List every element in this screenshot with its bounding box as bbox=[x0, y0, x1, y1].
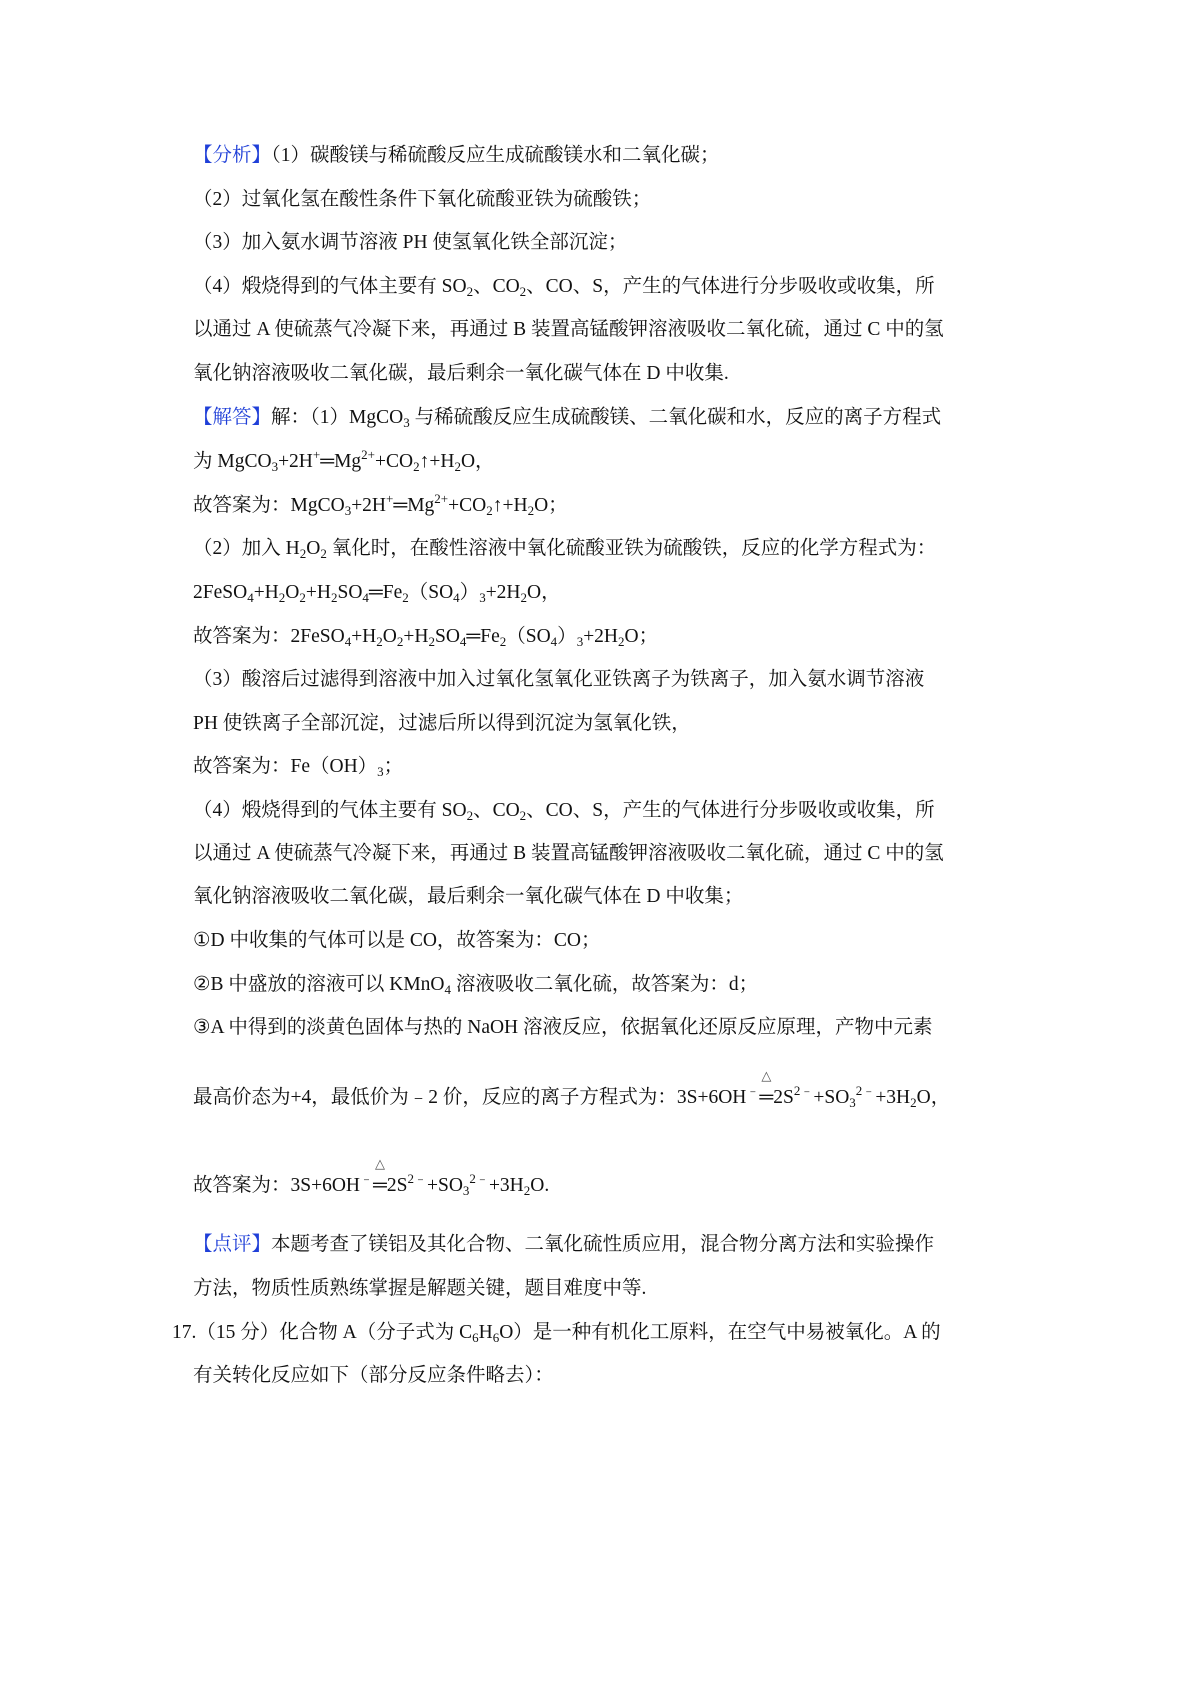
subscript: 6 bbox=[472, 1330, 479, 1345]
subscript: 2 bbox=[320, 546, 327, 561]
text-span: +3H bbox=[488, 1175, 524, 1196]
text-line bbox=[193, 839, 944, 869]
subscript: 3 bbox=[377, 764, 384, 779]
text-span: ③A 中得到的淡黄色固体与热的 NaOH 溶液反应，依据氧化还原反应原理，产物中元素 bbox=[193, 1017, 933, 1038]
text-span: 最高价态为+4，最低价为﹣2 价，反应的离子方程式为：3S+6OH bbox=[193, 1087, 747, 1108]
text-span: ） bbox=[557, 626, 577, 647]
text-span: （3）加入氨水调节溶液 PH 使氢氧化铁全部沉淀； bbox=[193, 232, 628, 253]
subscript: 2 bbox=[519, 808, 527, 823]
text-span: 17.（15 分）化合物 A（分子式为 C bbox=[172, 1322, 473, 1343]
text-span: O， bbox=[916, 1087, 951, 1108]
subscript: 3 bbox=[344, 503, 352, 518]
text-line bbox=[193, 1068, 951, 1113]
text-line bbox=[193, 882, 743, 912]
text-span: 为 MgCO bbox=[193, 451, 272, 472]
text-span: 本题考查了镁铝及其化合物、二氧化硫性质应用，混合物分离方法和实验操作 bbox=[271, 1234, 935, 1255]
text-span: ═Mg bbox=[320, 451, 362, 472]
text-span: 有关转化反应如下（部分反应条件略去）： bbox=[193, 1365, 554, 1386]
text-span: （3）酸溶后过滤得到溶液中加入过氧化氢氧化亚铁离子为铁离子，加入氨水调节溶液 bbox=[193, 669, 925, 690]
text-span: 以通过 A 使硫蒸气冷凝下来，再通过 B 装置高锰酸钾溶液吸收二氧化硫，通过 C 中的氢 bbox=[193, 319, 944, 340]
subscript: 3 bbox=[271, 459, 279, 474]
text-span: 故答案为：Fe（OH） bbox=[193, 756, 378, 777]
subscript: 6 bbox=[492, 1330, 500, 1345]
text-span: +H bbox=[351, 626, 377, 647]
text-line bbox=[193, 709, 691, 739]
text-line bbox=[193, 970, 758, 1000]
text-line bbox=[193, 141, 720, 171]
text-span: 解：（1）MgCO bbox=[271, 407, 404, 428]
subscript: 4 bbox=[444, 982, 451, 997]
subscript: 2 bbox=[466, 808, 474, 823]
subscript: 4 bbox=[550, 634, 558, 649]
subscript: 4 bbox=[344, 634, 352, 649]
subscript: 2 bbox=[396, 634, 404, 649]
text-span: PH 使铁离子全部沉淀，过滤后所以得到沉淀为氢氧化铁， bbox=[193, 713, 691, 734]
text-span: （1）碳酸镁与稀硫酸反应生成硫酸镁水和二氧化碳； bbox=[271, 145, 720, 166]
text-span: ） bbox=[459, 582, 480, 603]
text-span: 以通过 A 使硫蒸气冷凝下来，再通过 B 装置高锰酸钾溶液吸收二氧化硫，通过 C 中的氢 bbox=[193, 843, 944, 864]
heat-triangle-icon: △ bbox=[761, 1068, 772, 1083]
text-span: （2）加入 H bbox=[193, 538, 300, 559]
subscript: 2 bbox=[376, 634, 383, 649]
subscript: 3 bbox=[462, 1183, 470, 1198]
text-span: +2H bbox=[351, 495, 387, 516]
text-span: 2S bbox=[386, 1175, 408, 1196]
text-line bbox=[193, 578, 561, 608]
text-span: ； bbox=[383, 756, 404, 777]
text-span: 故答案为：3S+6OH bbox=[193, 1175, 361, 1196]
subscript: 2 bbox=[413, 459, 420, 474]
text-span: 方法，物质性质熟练掌握是解题关键，题目难度中等. bbox=[193, 1278, 647, 1299]
superscript: 2﹣ bbox=[855, 1083, 876, 1098]
superscript: + bbox=[386, 491, 394, 506]
text-line bbox=[193, 315, 944, 345]
text-span: SO bbox=[337, 582, 363, 603]
subscript: 4 bbox=[247, 590, 254, 605]
text-line bbox=[193, 491, 568, 521]
text-span: ↑+H bbox=[492, 495, 528, 516]
text-span: ①D 中收集的气体可以是 CO，故答案为：CO； bbox=[193, 930, 601, 951]
text-span: O. bbox=[530, 1175, 550, 1196]
text-span: O； bbox=[624, 626, 659, 647]
text-span: +H bbox=[305, 582, 331, 603]
subscript: 2 bbox=[486, 503, 493, 518]
text-span: （2）过氧化氢在酸性条件下氧化硫酸亚铁为硫酸铁； bbox=[193, 189, 652, 210]
superscript: 2﹣ bbox=[407, 1171, 427, 1186]
subscript: 4 bbox=[459, 634, 467, 649]
subscript: 2 bbox=[520, 590, 528, 605]
text-span: +3H bbox=[875, 1087, 911, 1108]
section-label: 【点评】 bbox=[193, 1234, 272, 1255]
text-span: 、CO、S，产生的气体进行分步吸收或收集，所 bbox=[526, 800, 935, 821]
text-span: （4）煅烧得到的气体主要有 SO bbox=[193, 800, 467, 821]
question-line bbox=[172, 1318, 941, 1348]
text-line bbox=[193, 796, 935, 826]
text-line bbox=[193, 228, 627, 258]
subscript: 2 bbox=[299, 546, 307, 561]
text-line bbox=[193, 752, 403, 782]
text-line bbox=[193, 403, 941, 433]
text-span: 故答案为：2FeSO bbox=[193, 626, 345, 647]
text-span: （SO bbox=[408, 582, 454, 603]
text-span: 溶液吸收二氧化硫，故答案为：d； bbox=[451, 974, 759, 995]
text-line bbox=[193, 447, 495, 477]
text-line bbox=[193, 1230, 934, 1260]
subscript: 4 bbox=[362, 590, 369, 605]
text-span: ═Mg bbox=[393, 495, 435, 516]
text-span: +CO bbox=[375, 451, 414, 472]
superscript: 2+ bbox=[361, 447, 375, 462]
equals-sign: ═ bbox=[759, 1087, 774, 1108]
text-span: （SO bbox=[506, 626, 551, 647]
subscript: 2 bbox=[618, 634, 625, 649]
text-span: ↑+H bbox=[419, 451, 455, 472]
text-span: +CO bbox=[448, 495, 487, 516]
section-label: 【分析】 bbox=[193, 145, 272, 166]
equals-sign: ═ bbox=[373, 1175, 387, 1196]
text-span: O）是一种有机化工原料，在空气中易被氧化。A 的 bbox=[499, 1322, 941, 1343]
text-span: +2H bbox=[278, 451, 313, 472]
subscript: 3 bbox=[849, 1095, 856, 1110]
text-span: ═Fe bbox=[368, 582, 403, 603]
subscript: 2 bbox=[428, 634, 435, 649]
text-line bbox=[193, 926, 601, 956]
text-span: +H bbox=[253, 582, 279, 603]
text-span: +2H bbox=[485, 582, 521, 603]
text-span: 氧化时，在酸性溶液中氧化硫酸亚铁为硫酸铁，反应的化学方程式为： bbox=[326, 538, 937, 559]
text-span: 、CO、S，产生的气体进行分步吸收或收集，所 bbox=[526, 276, 935, 297]
text-span: 2FeSO bbox=[193, 582, 248, 603]
subscript: 2 bbox=[527, 503, 535, 518]
heated-equals-sign bbox=[373, 1156, 387, 1201]
text-span: 氧化钠溶液吸收二氧化碳，最后剩余一氧化碳气体在 D 中收集； bbox=[193, 886, 744, 907]
subscript: 2 bbox=[519, 284, 527, 299]
subscript: 2 bbox=[330, 590, 338, 605]
superscript: 2﹣ bbox=[793, 1083, 814, 1098]
subscript: 4 bbox=[453, 590, 460, 605]
superscript: + bbox=[312, 447, 321, 462]
text-line bbox=[193, 1361, 554, 1391]
text-line bbox=[193, 272, 935, 302]
text-span: O bbox=[306, 538, 321, 559]
subscript: 3 bbox=[576, 634, 584, 649]
text-line bbox=[193, 534, 936, 564]
subscript: 3 bbox=[403, 415, 410, 430]
text-line bbox=[193, 1274, 646, 1304]
superscript: 2+ bbox=[434, 491, 449, 506]
subscript: 2 bbox=[499, 634, 507, 649]
text-span: （4）煅烧得到的气体主要有 SO bbox=[193, 276, 467, 297]
text-span: 故答案为：MgCO bbox=[193, 495, 345, 516]
text-span: +SO bbox=[813, 1087, 850, 1108]
text-span: ═Fe bbox=[466, 626, 500, 647]
text-span: +SO bbox=[426, 1175, 463, 1196]
subscript: 2 bbox=[523, 1183, 531, 1198]
section-label: 【解答】 bbox=[193, 407, 272, 428]
superscript: ﹣ bbox=[746, 1083, 760, 1098]
text-line bbox=[193, 622, 658, 652]
subscript: 2 bbox=[402, 590, 409, 605]
subscript: 2 bbox=[466, 284, 474, 299]
text-span: ②B 中盛放的溶液可以 KMnO bbox=[193, 974, 445, 995]
text-span: 氧化钠溶液吸收二氧化碳，最后剩余一氧化碳气体在 D 中收集. bbox=[193, 363, 729, 384]
text-span: SO bbox=[434, 626, 460, 647]
subscript: 2 bbox=[454, 459, 461, 474]
subscript: 2 bbox=[299, 590, 306, 605]
subscript: 2 bbox=[278, 590, 286, 605]
text-span: 、CO bbox=[473, 276, 520, 297]
text-span: O bbox=[382, 626, 397, 647]
text-span: O bbox=[285, 582, 300, 603]
text-span: O； bbox=[534, 495, 568, 516]
text-span: O， bbox=[460, 451, 495, 472]
subscript: 2 bbox=[910, 1095, 917, 1110]
text-line bbox=[193, 359, 729, 389]
text-span: +H bbox=[403, 626, 429, 647]
heated-equals-sign bbox=[759, 1068, 774, 1113]
text-line bbox=[193, 665, 924, 695]
text-span: O， bbox=[527, 582, 561, 603]
superscript: ﹣ bbox=[360, 1171, 374, 1186]
superscript: 2﹣ bbox=[469, 1171, 489, 1186]
heat-triangle-icon: △ bbox=[374, 1156, 385, 1171]
text-line bbox=[193, 1013, 933, 1043]
text-span: 与稀硫酸反应生成硫酸镁、二氧化碳和水，反应的离子方程式 bbox=[409, 407, 942, 428]
text-line bbox=[193, 185, 651, 215]
text-span: H bbox=[478, 1322, 493, 1343]
text-line bbox=[193, 1156, 550, 1201]
subscript: 3 bbox=[479, 590, 486, 605]
text-span: 、CO bbox=[473, 800, 520, 821]
text-span: 2S bbox=[773, 1087, 794, 1108]
text-span: +2H bbox=[583, 626, 619, 647]
